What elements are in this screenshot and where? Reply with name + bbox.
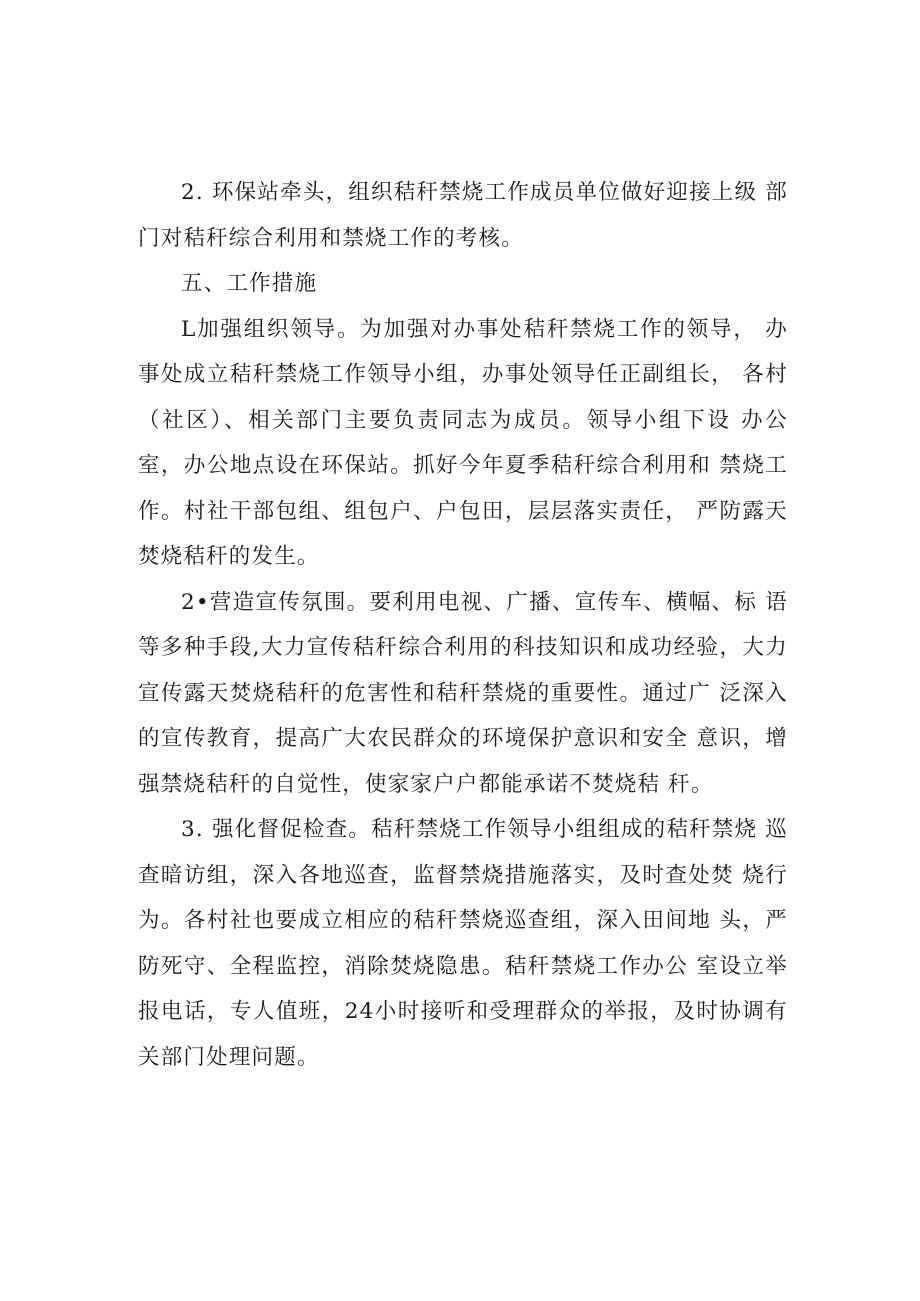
paragraph-publicity: 2•营造宣传氛围。要利用电视、广播、宣传车、横幅、标 语等多种手段,大力宣传秸秆综合利用的科技知识和成功经验，大力宣传露天焚烧秸秆的危害性和秸秆禁烧的重要性。通过广 泛深入的宣传教育，提高广大农民群众的环境保护意识和安全 意识，增强禁烧秸秆的自觉性，使家家户户都能承诺不焚烧秸 秆。 bbox=[138, 589, 788, 797]
paragraph-assessment: 2. 环保站牵头，组织秸秆禁烧工作成员单位做好迎接上级 部门对秸秆综合利用和禁烧工作的考核。 bbox=[138, 180, 788, 251]
document-body bbox=[138, 170, 788, 1080]
paragraph-organizational-leadership: L加强组织领导。为加强对办事处秸秆禁烧工作的领导， 办事处成立秸秆禁烧工作领导小组，办事处领导任正副组长， 各村（社区）、相关部门主要负责同志为成员。领导小组下设 办公室，办公地点设在环保站。抓好今年夏季秸秆综合利用和 禁烧工作。村社干部包组、组包户、户包田，层层落实责任， 严防露天焚烧秸秆的发生。 bbox=[138, 316, 788, 569]
section-heading-work-measures: 五、工作措施 bbox=[181, 271, 318, 296]
paragraph-inspection: 3. 强化督促检查。秸秆禁烧工作领导小组组成的秸秆禁烧 巡查暗访组，深入各地巡查，监督禁烧措施落实，及时查处焚 烧行为。各村社也要成立相应的秸秆禁烧巡查组，深入田间地 头，严防死守、全程监控，消除焚烧隐患。秸秆禁烧工作办公 室设立举报电话，专人值班，24小时接听和受理群众的举报，及时协调有关部门处理问题。 bbox=[138, 817, 788, 1070]
